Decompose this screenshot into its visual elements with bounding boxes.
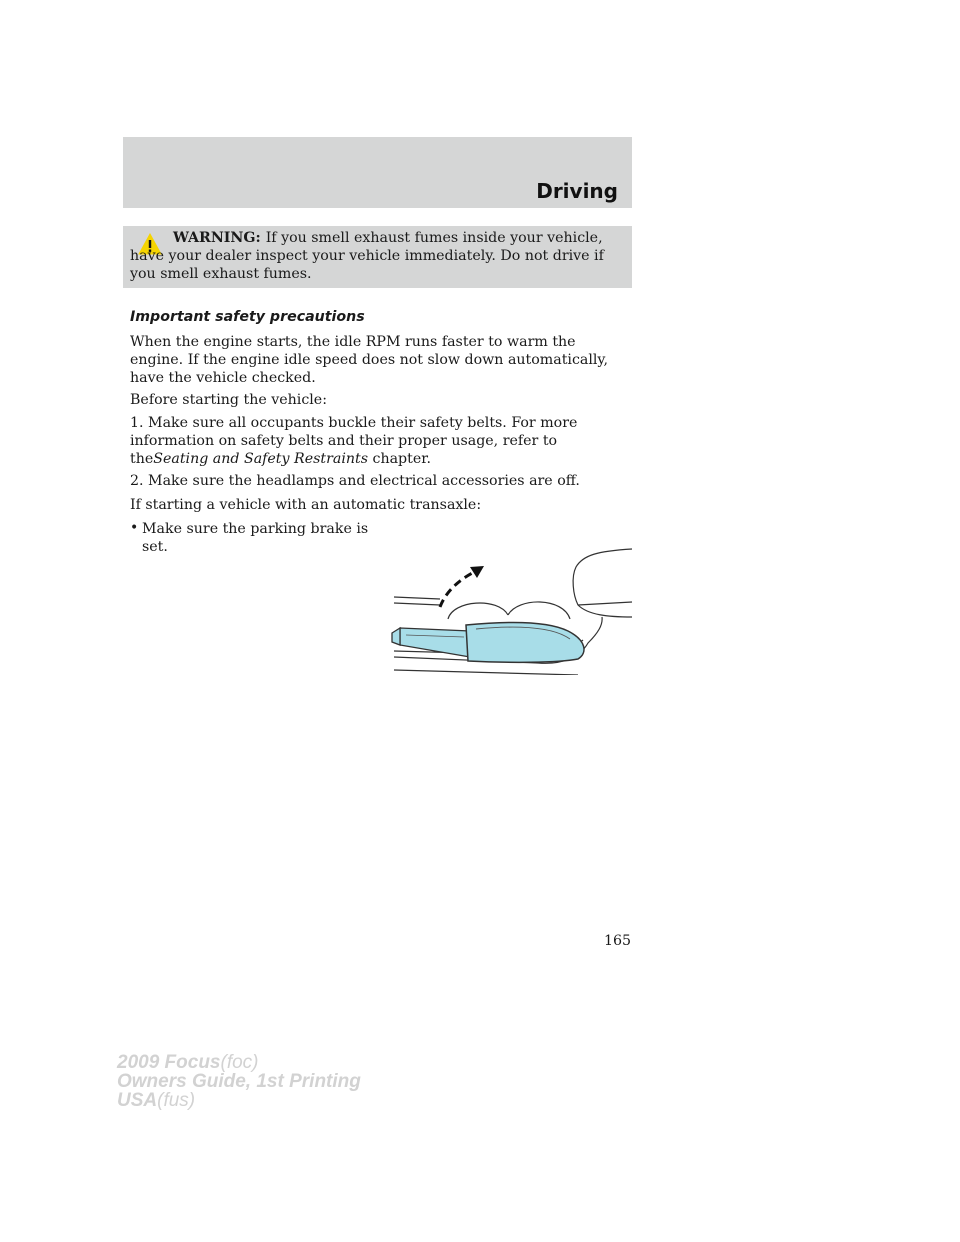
- warning-box: [123, 226, 632, 288]
- step-2-paragraph: 2. Make sure the headlamps and electrical accessories are off.: [130, 473, 580, 489]
- footer-line-model: [117, 1053, 361, 1072]
- footer-guide: Owners Guide, 1st Printing: [117, 1071, 361, 1092]
- warning-label: WARNING:: [173, 230, 266, 246]
- step-1-paragraph: [130, 414, 630, 468]
- intro-paragraph: When the engine starts, the idle RPM runs faster to warm the engine. If the engine idle speed does not slow down automatically, have the vehicle checked.: [130, 334, 609, 386]
- before-starting-text: Before starting the vehicle:: [130, 392, 327, 408]
- section-title: Driving: [536, 179, 618, 203]
- bullet-parking-brake: Make sure the parking brake is set.: [142, 521, 369, 555]
- step-1-text: 1. Make sure all occupants buckle their safety belts. For more information on safety belts and their proper usage, refer to the: [130, 415, 578, 467]
- bullet-marker: •: [130, 520, 139, 536]
- warning-body: If you smell exhaust fumes inside your vehicle, have your dealer inspect your vehicle immediately. Do not drive if you smell exhaust fumes.: [130, 230, 604, 282]
- footer-line-region: [117, 1091, 361, 1110]
- footer-model-code: (foc): [220, 1052, 259, 1073]
- footer-model: 2009 Focus: [117, 1052, 221, 1073]
- footer-region-code: (fus): [157, 1090, 196, 1111]
- step-1-suffix: chapter.: [372, 451, 431, 467]
- parking-brake-lever-illustration: [388, 545, 633, 675]
- page-number: 165: [604, 933, 632, 949]
- automatic-transaxle-text: If starting a vehicle with an automatic transaxle:: [130, 497, 482, 513]
- section-heading: Important safety precautions: [130, 309, 365, 325]
- warning-text: [130, 229, 624, 283]
- section-header-band: [123, 137, 632, 208]
- footer-region: USA: [117, 1090, 158, 1111]
- seating-restraints-reference: Seating and Safety Restraints: [153, 451, 368, 467]
- footer-imprint: [117, 1053, 361, 1110]
